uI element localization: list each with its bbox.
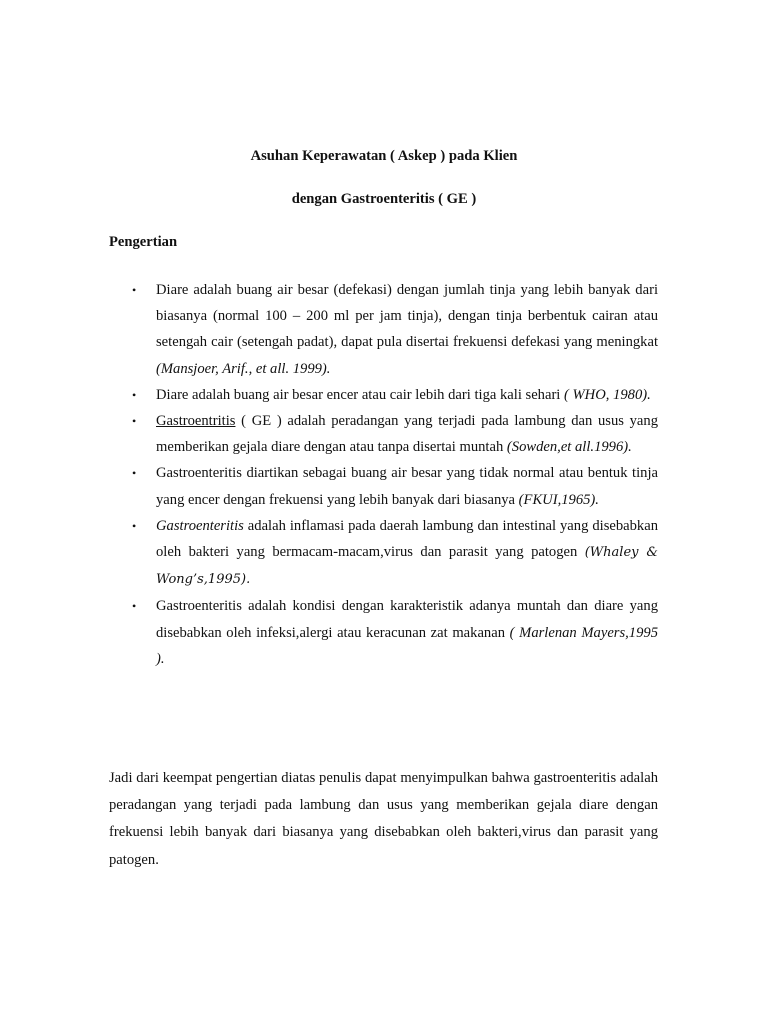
bullet-icon: • — [132, 414, 137, 429]
list-item — [0, 593, 768, 672]
definition-body: adalah inflamasi pada daerah lambung dan intestinal yang disebabkan oleh bakteri yang bermacam-macam,virus dan parasit yang patogen — [156, 517, 658, 561]
definition-body: ( GE ) adalah peradangan yang terjadi pada lambung dan usus yang memberikan gejala diare dengan atau tanpa disertai muntah — [156, 413, 658, 456]
definition-term: Gastroentritis — [156, 413, 236, 430]
bullet-icon: • — [132, 518, 137, 533]
definition-text — [156, 408, 658, 460]
list-item — [0, 408, 768, 460]
definition-text — [156, 513, 658, 594]
conclusion-paragraph: Jadi dari keempat pengertian diatas penulis dapat menyimpulkan bahwa gastroenteritis adalah peradangan yang terjadi pada lambung dan usus yang memberikan gejala diare dengan frekuensi lebih banyak dari biasanya yang disebabkan oleh bakteri,virus dan parasit yang patogen. — [109, 770, 658, 868]
definition-text — [156, 382, 658, 408]
bullet-icon: • — [132, 599, 137, 614]
document-title-line2: dengan Gastroenteritis ( GE ) — [291, 191, 477, 207]
definition-citation: (Whaley & Wong’s,1995). — [156, 545, 658, 588]
bullet-icon: • — [132, 466, 137, 481]
definition-citation: (Mansjoer, Arif., et all. 1999). — [156, 360, 331, 377]
bullet-icon: • — [132, 283, 137, 297]
definition-body: Gastroenteritis diartikan sebagai buang air besar yang tidak normal atau bentuk tinja yang encer dengan frekuensi yang lebih banyak dari biasanya — [156, 465, 658, 508]
document-title-line1: Asuhan Keperawatan ( Askep ) pada Klien — [250, 148, 518, 164]
definition-body: Diare adalah buang air besar encer atau cair lebih dari tiga kali sehari — [156, 386, 565, 403]
definition-citation: ( Marlenan Mayers,1995 ). — [156, 624, 658, 667]
section-heading: Pengertian — [109, 234, 178, 250]
definition-citation: (Sowden,et all.1996). — [506, 439, 632, 456]
definition-text — [156, 277, 658, 382]
definition-body: Diare adalah buang air besar (defekasi) dengan jumlah tinja yang lebih banyak dari biasanya (normal 100 – 200 ml per jam tinja), dengan tinja berbentuk cairan atau setengah cair (setengah padat), dapat pula disertai frekuensi defekasi yang meningkat — [156, 282, 658, 351]
definition-body: Gastroenteritis adalah kondisi dengan karakteristik adanya muntah dan diare yang disebabkan oleh infeksi,alergi atau keracunan zat makanan — [156, 598, 658, 641]
list-item — [0, 382, 768, 408]
definition-list — [0, 277, 768, 672]
list-item — [0, 513, 768, 594]
definition-text — [156, 460, 658, 512]
bullet-icon: • — [132, 387, 137, 402]
list-item — [0, 460, 768, 512]
list-item — [0, 277, 768, 382]
definition-citation: ( WHO, 1980). — [564, 386, 651, 403]
definition-text — [156, 593, 658, 672]
definition-citation: (FKUI,1965). — [518, 491, 599, 508]
definition-term: Gastroenteritis — [156, 517, 244, 534]
